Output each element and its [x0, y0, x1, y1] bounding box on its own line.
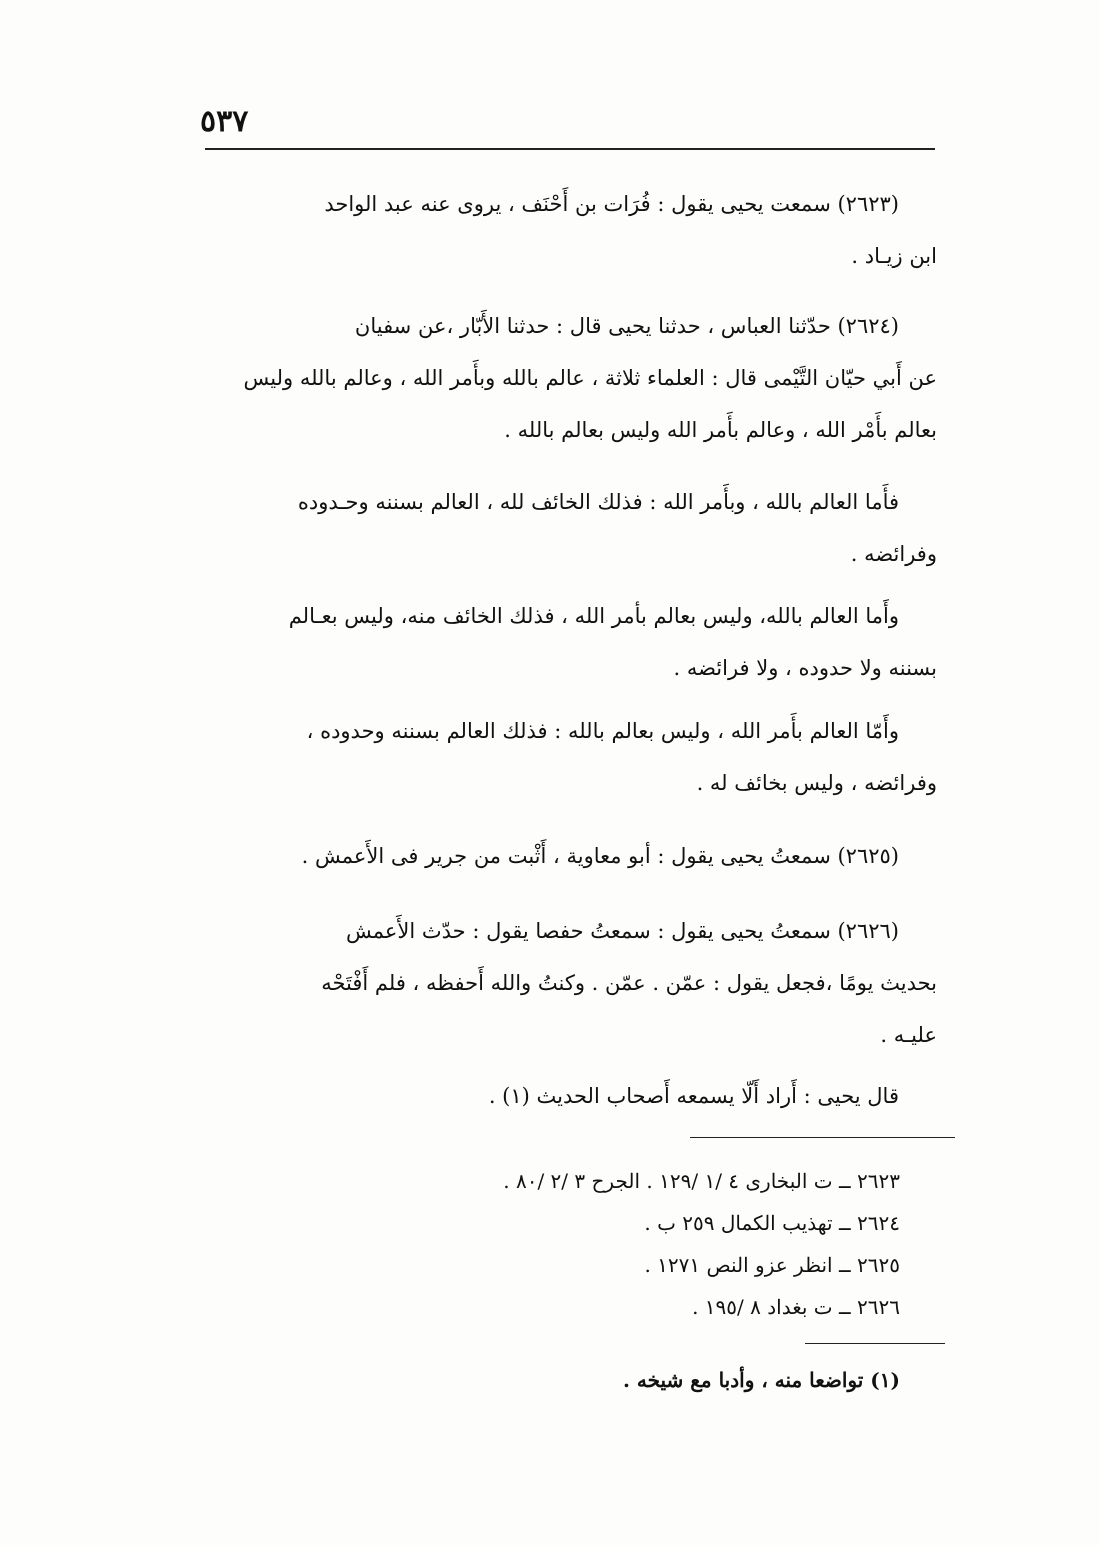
- reference-item: ٢٦٢٣ ــ ت البخارى ٤ /١ /١٢٩ . الجرح ٣ /٢ /٨٠ .: [503, 1169, 900, 1193]
- reference-item: ٢٦٢٥ ــ انظر عزو النص ١٢٧١ .: [644, 1253, 900, 1277]
- entry-line: (٢٦٢٥) سمعتُ يحيى يقول : أبو معاوية ، أَثْبت من جرير فى الأَعمش .: [301, 844, 899, 868]
- entry-line: بعالم بأَمْر الله ، وعالم بأَمر الله وليس بعالم بالله .: [504, 418, 937, 442]
- paragraph-2624b: [215, 476, 937, 580]
- entry-line: وفرائضه ، وليس بخائف له .: [696, 771, 937, 795]
- page-number: ٥٣٧: [200, 104, 249, 139]
- entry-line: قال يحيى : أَراد أَلّا يسمعه أَصحاب الحديث (١) .: [488, 1084, 899, 1108]
- footnote: (١) تواضعا منه ، وأدبا مع شيخه .: [622, 1368, 900, 1392]
- entry-2626: [215, 905, 937, 1061]
- entry-line: (٢٦٢٣) سمعت يحيى يقول : فُرَات بن أَحْنَف ، يروى عنه عبد الواحد: [324, 192, 899, 216]
- references-rule: [690, 1137, 955, 1138]
- reference-item: ٢٦٢٤ ــ تهذيب الكمال ٢٥٩ ب .: [644, 1211, 900, 1235]
- entry-line: فأَما العالم بالله ، وبأَمر الله : فذلك الخائف لله ، العالم بسننه وحـدوده: [297, 490, 899, 514]
- footnote-rule: [805, 1343, 945, 1344]
- entry-2624: [215, 300, 937, 456]
- reference-item: ٢٦٢٦ ــ ت بغداد ٨ /١٩٥ .: [692, 1295, 900, 1319]
- paragraph-2624d: [215, 705, 937, 809]
- entry-line: (٢٦٢٤) حدّثنا العباس ، حدثنا يحيى قال : حدثنا الأَبّار ،عن سفيان: [354, 314, 899, 338]
- top-rule: [205, 148, 935, 150]
- entry-line: وأَمّا العالم بأَمر الله ، وليس بعالم بالله : فذلك العالم بسننه وحدوده ،: [306, 719, 899, 743]
- entry-2625: [215, 830, 937, 882]
- paragraph-2624c: [215, 590, 937, 694]
- paragraph-2626b: [215, 1070, 937, 1122]
- entry-line: ابن زيـاد .: [851, 244, 937, 268]
- entry-2623: [215, 178, 937, 282]
- entry-line: بحديث يومًا ،فجعل يقول : عمّن . عمّن . وكنتُ والله أَحفظه ، فلم أَفْتَحْه: [321, 971, 937, 995]
- entry-line: (٢٦٢٦) سمعتُ يحيى يقول : سمعتُ حفصا يقول : حدّث الأَعمش: [345, 919, 899, 943]
- entry-line: وأَما العالم بالله، وليس بعالم بأمر الله ، فذلك الخائف منه، وليس بعـالم: [288, 604, 899, 628]
- entry-line: وفرائضه .: [850, 542, 937, 566]
- entry-line: عن أَبي حيّان التَّيْمى قال : العلماء ثلاثة ، عالم بالله وبأَمر الله ، وعالم بالله وليس: [243, 366, 937, 390]
- entry-line: بسننه ولا حدوده ، ولا فرائضه .: [673, 656, 937, 680]
- entry-line: عليـه .: [880, 1023, 937, 1047]
- references: [300, 1160, 900, 1328]
